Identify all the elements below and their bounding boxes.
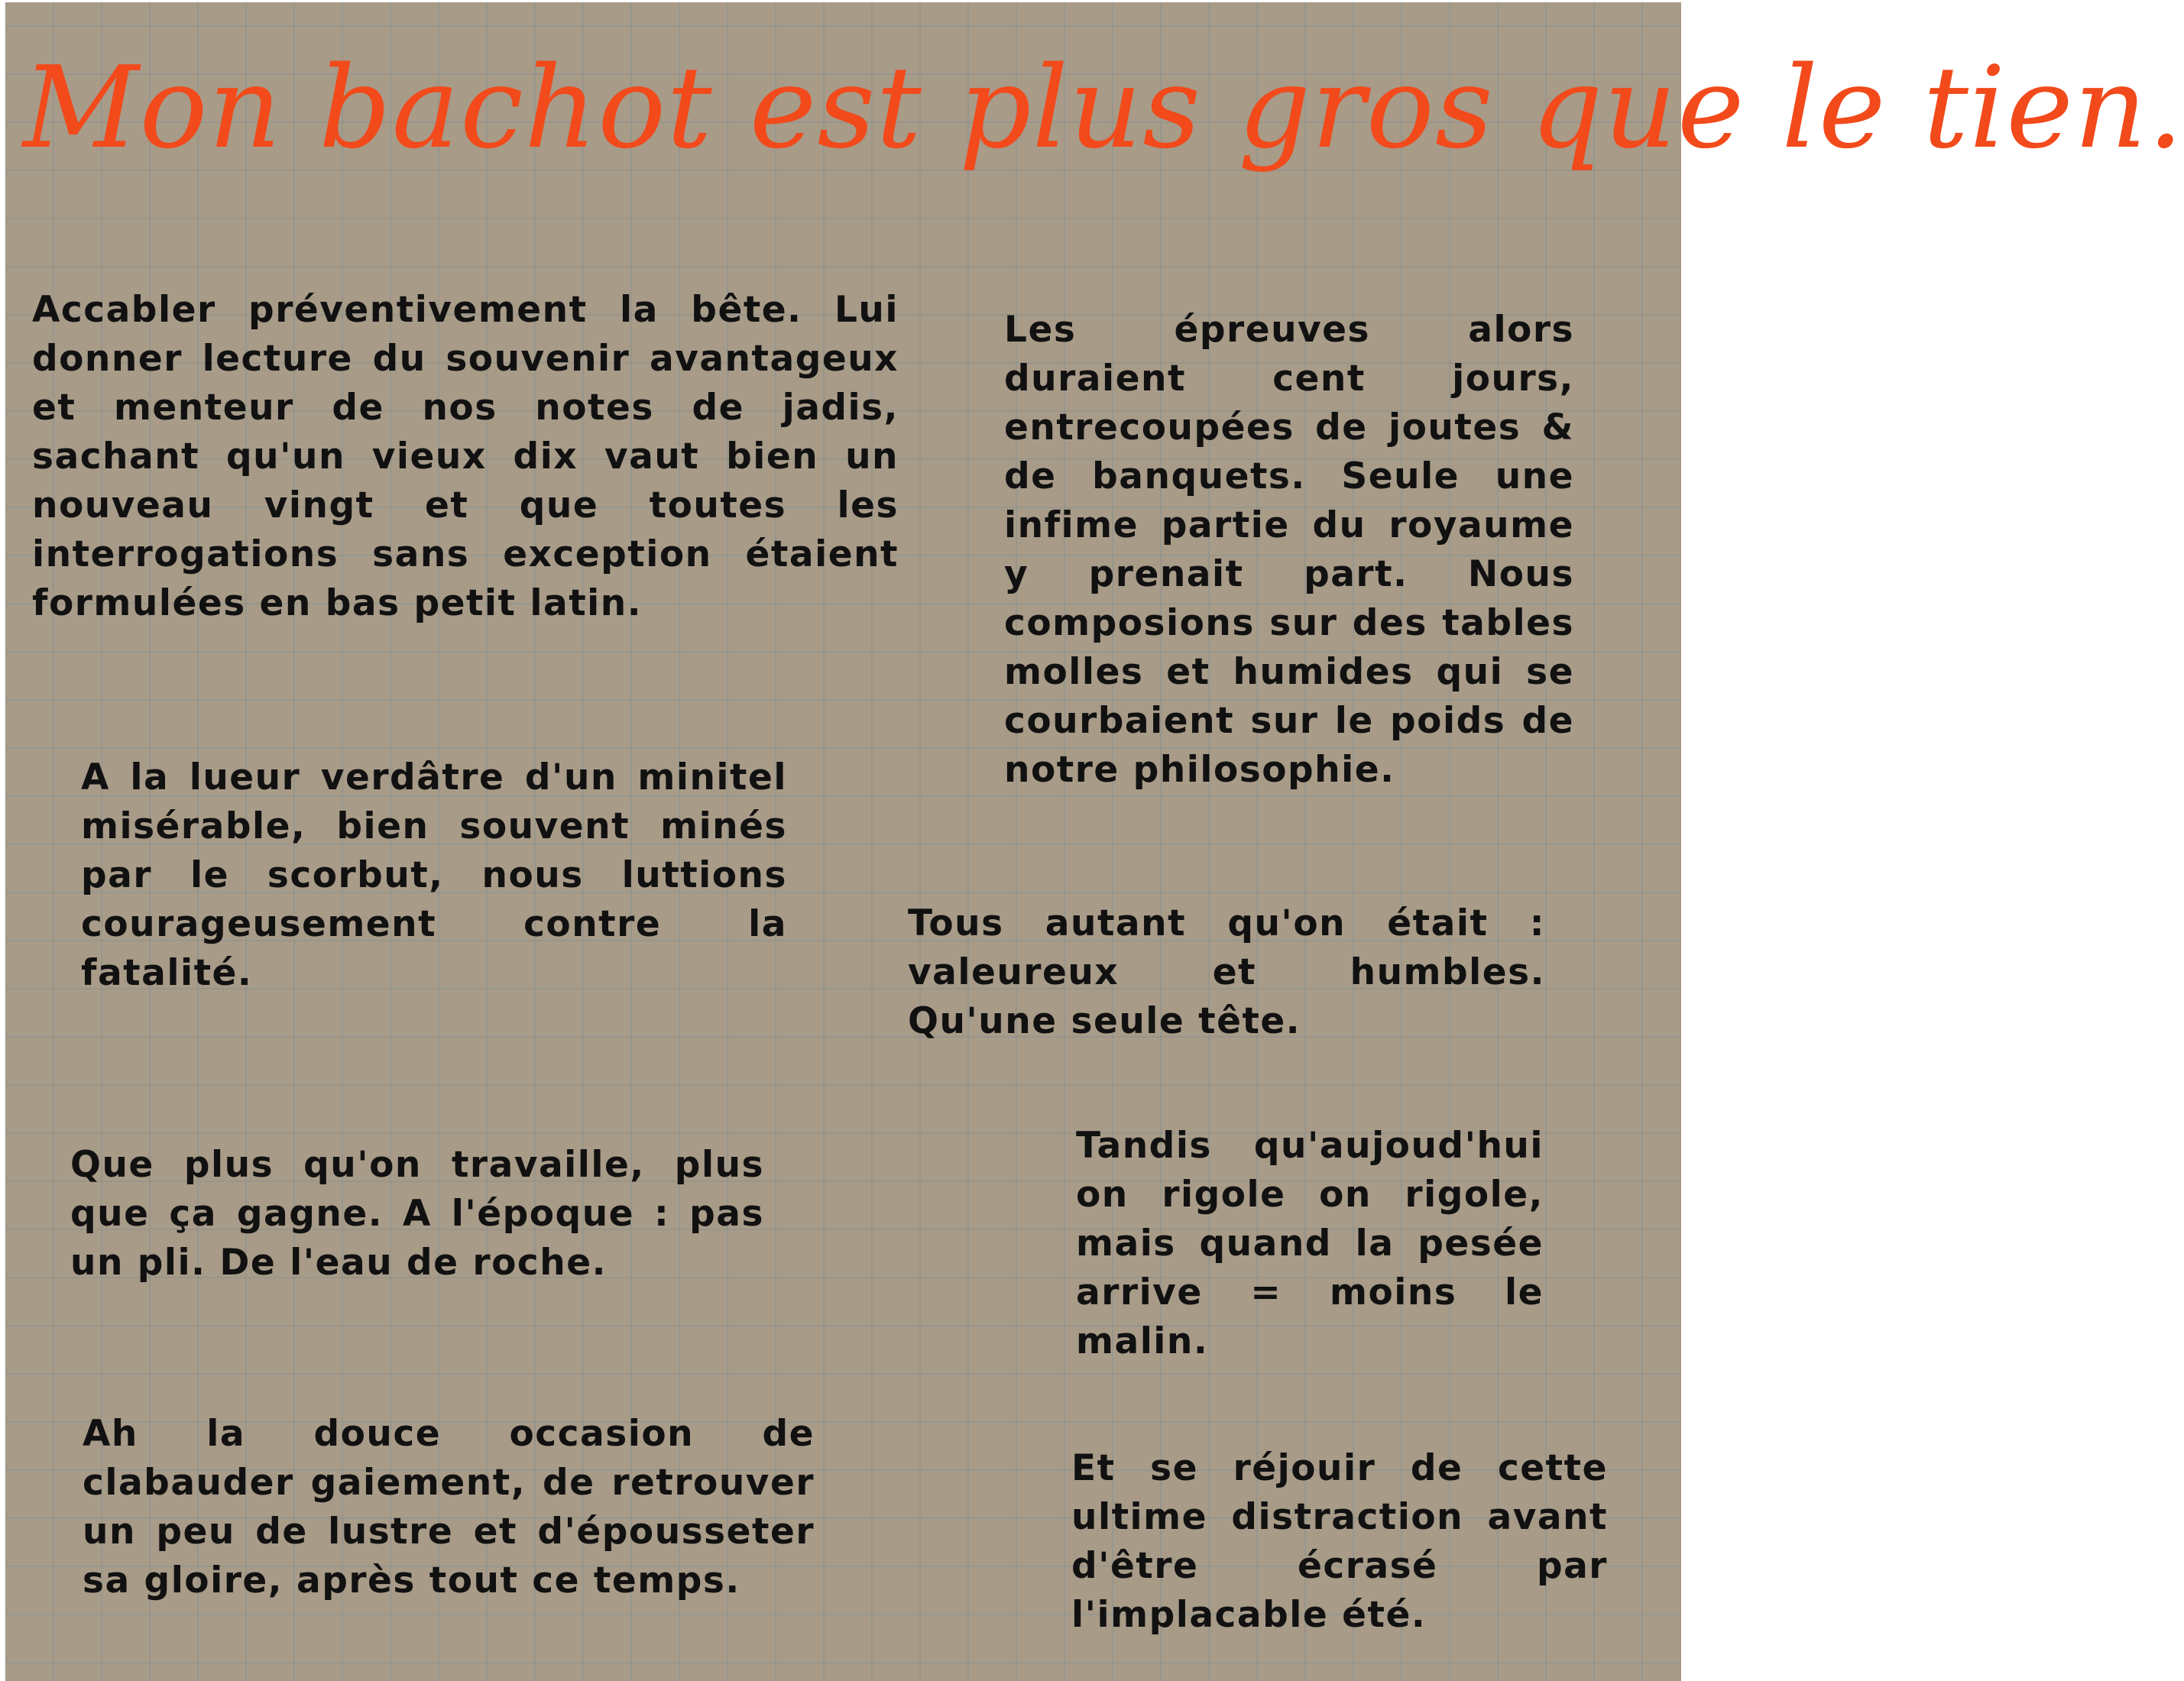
paragraph-tandis: Tandis qu'aujoud'hui on rigole on rigole, mais quand la pesée arrive = moins le malin.: [1076, 1125, 1544, 1362]
paragraph-que-plus: Que plus qu'on travaille, plus que ça gagne. A l'époque : pas un pli. De l'eau de roche.: [70, 1144, 764, 1284]
paragraph-minitel: A la lueur verdâtre d'un minitel misérable, bien souvent minés par le scorbut, nous luttions courageusement contre la fatalité.: [81, 756, 787, 994]
paragraph-tous-autant: Tous autant qu'on était : valeureux et humbles. Qu'une seule tête.: [908, 902, 1545, 1042]
paragraph-rejouir: Et se réjouir de cette ultime distraction avant d'être écrasé par l'implacable été.: [1071, 1447, 1608, 1636]
top-edge-strip: [0, 0, 1681, 2]
paragraph-accabler: Accabler préventivement la bête. Lui donner lecture du souvenir avantageux et menteur de nos notes de jadis, sachant qu'un vieux dix vaut bien un nouveau vingt et que toutes les interrogations sans exception étaient formulées en bas petit latin.: [32, 289, 899, 624]
left-edge-strip: [0, 0, 5, 1681]
paragraph-douce-occasion: Ah la douce occasion de clabauder gaiement, de retrouver un peu de lustre et d'épousseter sa gloire, après tout ce temps.: [83, 1413, 815, 1602]
paragraph-epreuves: Les épreuves alors duraient cent jours, entrecoupées de joutes & de banquets. Seule une infime partie du royaume y prenait part. Nous composions sur des tables molles et humides qui se courbaient sur le poids de notre philosophie.: [1004, 309, 1574, 791]
page-title: Mon bachot est plus gros que le tien.: [23, 42, 2184, 173]
